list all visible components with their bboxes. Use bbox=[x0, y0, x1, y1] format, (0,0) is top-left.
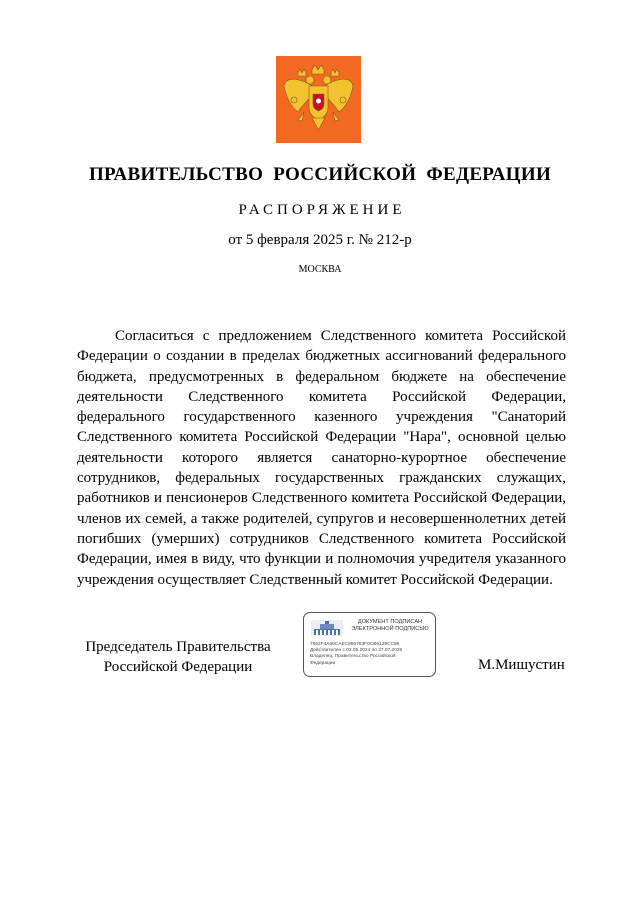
government-title: ПРАВИТЕЛЬСТВО РОССИЙСКОЙ ФЕДЕРАЦИИ bbox=[88, 164, 552, 185]
russian-coat-of-arms-icon bbox=[276, 56, 361, 143]
esign-owner-line1: Владелец: Правительство Российской bbox=[310, 654, 396, 660]
esign-details bbox=[310, 642, 434, 667]
government-building-icon bbox=[311, 620, 343, 636]
esign-title-line2: ЭЛЕКТРОННОЙ ПОДПИСЬЮ bbox=[351, 626, 429, 632]
esign-title bbox=[346, 619, 434, 633]
document-type: РАСПОРЯЖЕНИЕ bbox=[238, 202, 406, 218]
document-city: МОСКВА bbox=[298, 264, 342, 275]
esign-validity: Действителен с 03.05.2024 по 27.07.2025 bbox=[310, 648, 403, 654]
document-body: Согласиться с предложением Следственного комитета Российской Федерации о создании в пределах бюджетных ассигнований федерального бюджета, предусмотренных в федеральном бюджете на обеспечение деятельности Следственного комитета Российской Федерации, федерального государственного казенного учреждения "Санаторий Следственного комитета Российской Федерации "Нара", основной целью деятельности которого является санаторно-курортное обеспечение сотрудников, федеральных государственных гражданских служащих, работников и пенсионеров Следственного комитета Российской Федерации, членов их семей, а также родителей, супругов и несовершеннолетних детей погибших (умерших) сотрудников Следственного комитета Российской Федерации, имея в виду, что функции и полномочия учредителя указанного учреждения осуществляет Следственный комитет Российской Федерации. bbox=[77, 328, 566, 588]
esign-title-line1: ДОКУМЕНТ ПОДПИСАН bbox=[357, 619, 423, 625]
signer-position-line2: Российской Федерации bbox=[103, 659, 253, 675]
signer-position bbox=[78, 637, 278, 677]
esign-certificate: 7662F4A60CAEC896783F0CB6129CC86 bbox=[310, 642, 400, 647]
esign-owner-line2: Федерации bbox=[310, 660, 336, 666]
signer-name: М.Мишустин bbox=[478, 657, 565, 673]
signer-position-line1: Председатель Правительства bbox=[85, 639, 271, 655]
document-date-number: от 5 февраля 2025 г. № 212-р bbox=[228, 232, 412, 248]
electronic-signature-stamp bbox=[303, 612, 436, 677]
